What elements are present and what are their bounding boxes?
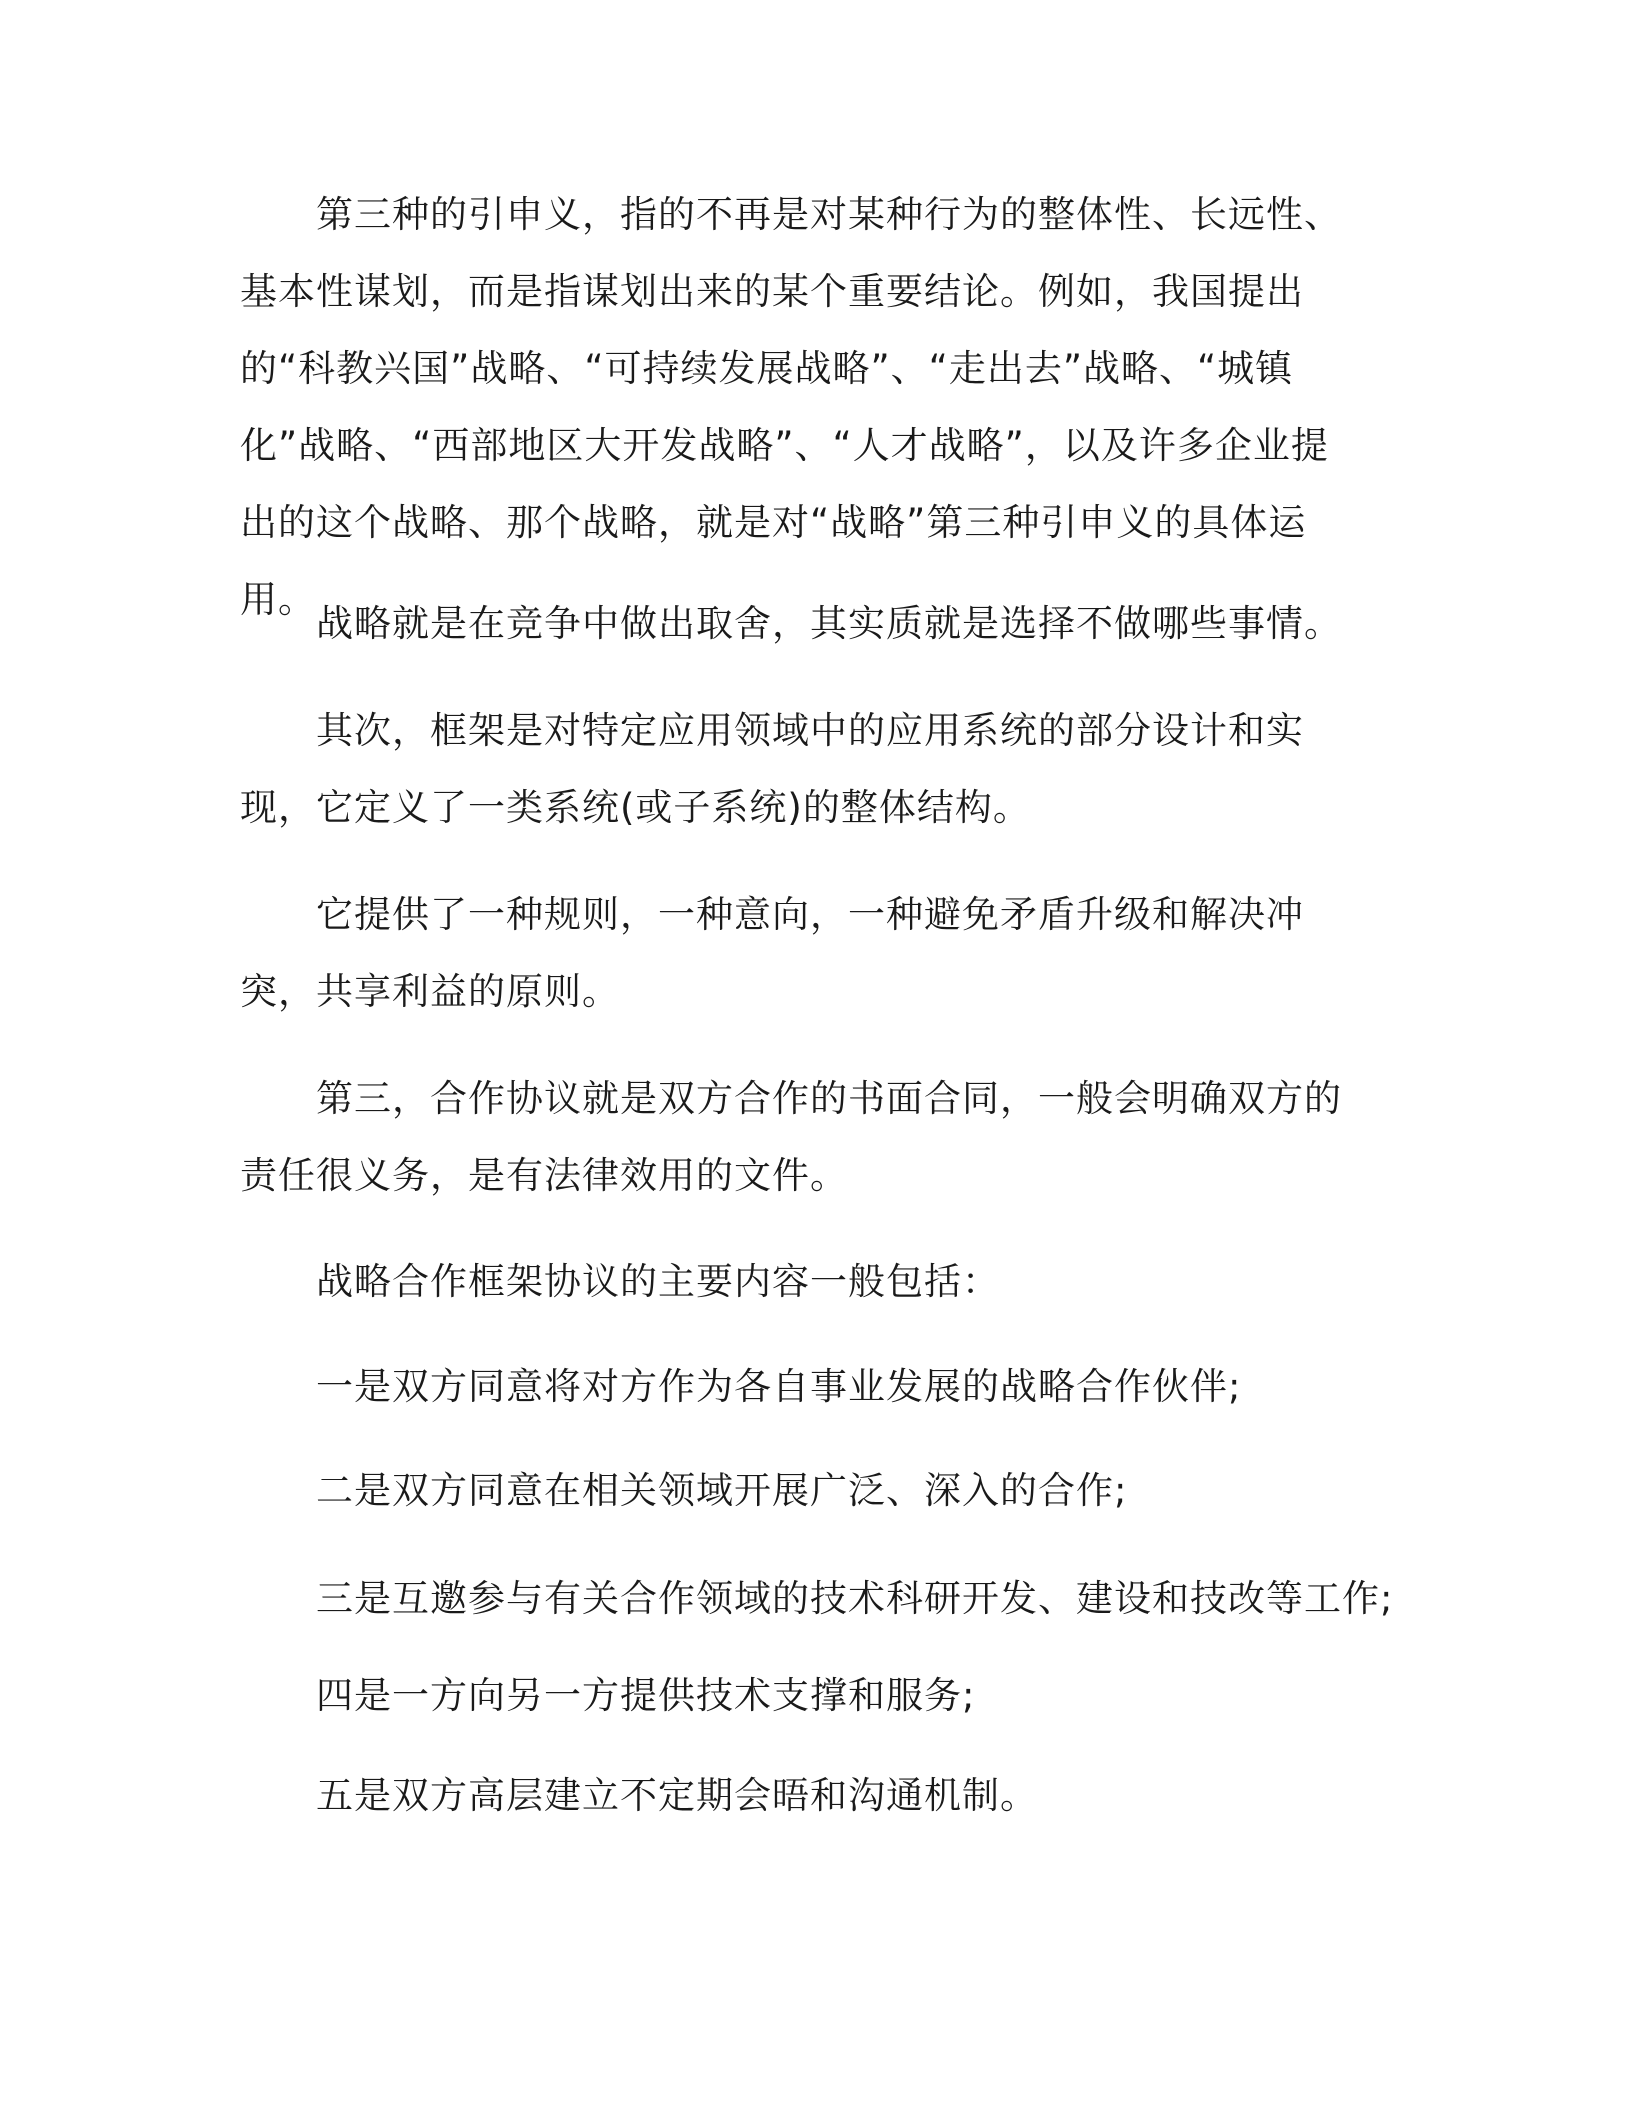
paragraph-framework-principle: 它提供了一种规则，一种意向，一种避免矛盾升级和解决冲突，共享利益的原则。	[240, 893, 1304, 1013]
paragraph-framework-definition: 其次，框架是对特定应用领域中的应用系统的部分设计和实现，它定义了一类系统(或子系统)的整体结构。	[240, 709, 1304, 829]
paragraph-strategy-definition: 战略就是在竞争中做出取舍，其实质就是选择不做哪些事情。	[316, 602, 1342, 645]
list-item: 一是双方同意将对方作为各自事业发展的战略合作伙伴;	[316, 1365, 1242, 1408]
list-item: 四是一方向另一方提供技术支撑和服务;	[316, 1674, 976, 1717]
paragraph-strategy-extended-meaning: 第三种的引申义，指的不再是对某种行为的整体性、长远性、基本性谋划，而是指谋划出来的某个重要结论。例如，我国提出的“科教兴国”战略、“可持续发展战略”、“走出去”战略、“城镇化”战略、“西部地区大开发战略”、“人才战略”，以及许多企业提出的这个战略、那个战略，就是对“战略”第三种引申义的具体运用。	[240, 193, 1342, 621]
list-item: 二是双方同意在相关领域开展广泛、深入的合作;	[316, 1469, 1128, 1512]
list-intro: 战略合作框架协议的主要内容一般包括：	[316, 1260, 1000, 1303]
list-item: 五是双方高层建立不定期会晤和沟通机制。	[316, 1774, 1038, 1817]
list-item: 三是互邀参与有关合作领域的技术科研开发、建设和技改等工作;	[316, 1577, 1394, 1620]
paragraph-cooperation-agreement: 第三，合作协议就是双方合作的书面合同，一般会明确双方的责任很义务，是有法律效用的文件。	[240, 1077, 1342, 1197]
